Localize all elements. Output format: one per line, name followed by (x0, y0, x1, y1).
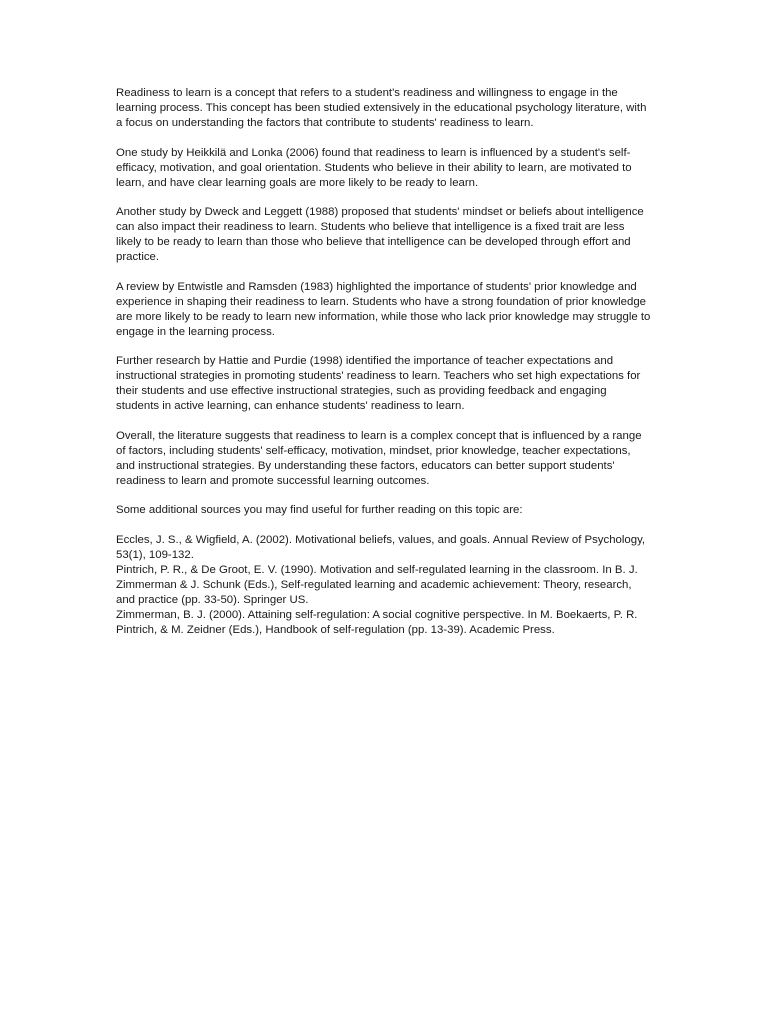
reference-item: Zimmerman, B. J. (2000). Attaining self-regulation: A social cognitive perspective. In M. Boekaerts, P. R. Pintrich, & M. Zeidner (Eds.), Handbook of self-regulation (pp. 13-39). Academic Press. (116, 608, 638, 636)
paragraph-additional-sources: Some additional sources you may find useful for further reading on this topic are: (116, 504, 523, 516)
paragraph-intro: Readiness to learn is a concept that refers to a student's readiness and willingness to engage in the learning process. This concept has been studied extensively in the educational psychology literature, with a focus on understanding the factors that contribute to students' readiness to learn. (116, 87, 647, 129)
paragraph-entwistle-ramsden: A review by Entwistle and Ramsden (1983) highlighted the importance of students' prior knowledge and experience in shaping their readiness to learn. Students who have a strong foundation of prior knowledge are more likely to be ready to learn new information, while those who lack prior knowledge may struggle to engage in the learning process. (116, 280, 651, 338)
reference-list (116, 533, 652, 638)
reference-item: Eccles, J. S., & Wigfield, A. (2002). Motivational beliefs, values, and goals. Annual Review of Psychology, 53(1), 109-132. (116, 533, 646, 561)
document-body (116, 86, 652, 638)
paragraph-dweck-leggett: Another study by Dweck and Leggett (1988) proposed that students' mindset or beliefs about intelligence can also impact their readiness to learn. Students who believe that intelligence is a fixed trait are less likely to be ready to learn than those who believe that intelligence can be developed through effort and practice. (116, 206, 644, 263)
paragraph-hattie-purdie: Further research by Hattie and Purdie (1998) identified the importance of teacher expectations and instructional strategies in promoting students' readiness to learn. Teachers who set high expectations for their students and use effective instructional strategies, such as providing feedback and engaging students in active learning, can enhance students' readiness to learn. (116, 355, 641, 412)
paragraph-overall: Overall, the literature suggests that readiness to learn is a complex concept that is influenced by a range of factors, including students' self-efficacy, motivation, mindset, prior knowledge, teacher expectations, and instructional strategies. By understanding these factors, educators can better support students' readiness to learn and promote successful learning outcomes. (116, 429, 642, 487)
paragraph-heikkila-lonka: One study by Heikkilä and Lonka (2006) found that readiness to learn is influenced by a student's self-efficacy, motivation, and goal orientation. Students who believe in their ability to learn, are motivated to learn, and have clear learning goals are more likely to be ready to learn. (116, 146, 632, 189)
reference-item: Pintrich, P. R., & De Groot, E. V. (1990). Motivation and self-regulated learning in the classroom. In B. J. Zimmerman & J. Schunk (Eds.), Self-regulated learning and academic achievement: Theory, research, and practice (pp. 33-50). Springer US. (116, 563, 638, 606)
